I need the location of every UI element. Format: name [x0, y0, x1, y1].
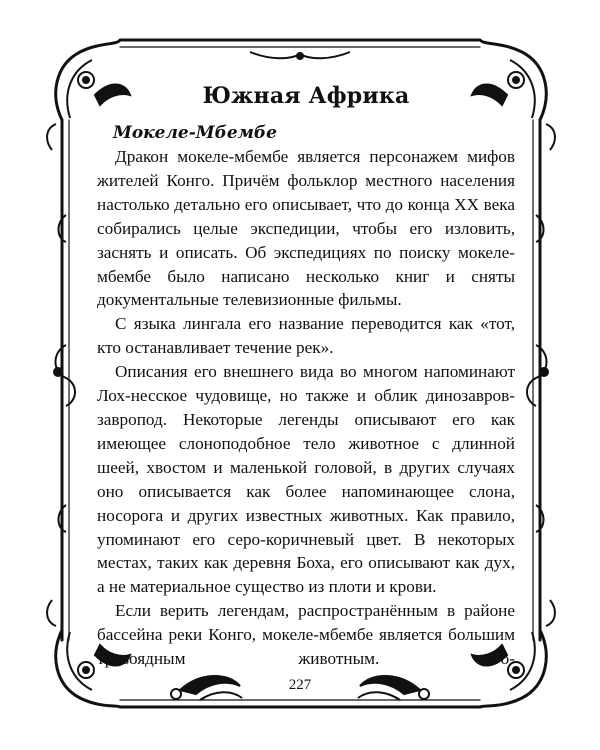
page-content	[97, 82, 515, 671]
side-ornament-left	[54, 215, 75, 532]
paragraph-3: Описания его внешнего вида во многом напоминают Лох-несское чудовище, но также и облик динозавров-завропод. Некоторые легенды описывают его как имеющее слоноподобное тело животное с длинной шеей, хвостом и маленькой головой, в других случаях оно описывается как более напоминающее слона, носорога и других известных животных. Как правило, упоминают его серо-коричневый цвет. В некоторых местах, таких как деревня Боха, его описывают как дух, а не материальное существо из плоти и крови.	[97, 362, 515, 597]
paragraph-4: Если верить легендам, распространённым в районе бассейна реки Конго, мокеле-мбембе является большим травоядным животным. Го-	[97, 601, 515, 669]
paragraph-1: Дракон мокеле-мбембе является персонажем мифов жителей Конго. Причём фольклор местного населения настолько детально его описывает, что до конца XX века собирались целые экспедиции, чтобы его изловить, заснять и описать. Об экспедициях по поиску мокеле-мбембе было написано несколько книг и сняты документальные телевизионные фильмы.	[97, 147, 515, 310]
section-subheading: Мокеле-Мбембе	[113, 123, 277, 143]
top-scroll-ornament	[250, 52, 350, 59]
page-number: 227	[288, 677, 312, 693]
paragraph-2: С языка лингала его название переводится как «тот, кто останавливает течение рек».	[97, 314, 515, 358]
side-ornament-right	[527, 215, 548, 532]
chapter-heading: Южная Африка	[202, 83, 410, 109]
